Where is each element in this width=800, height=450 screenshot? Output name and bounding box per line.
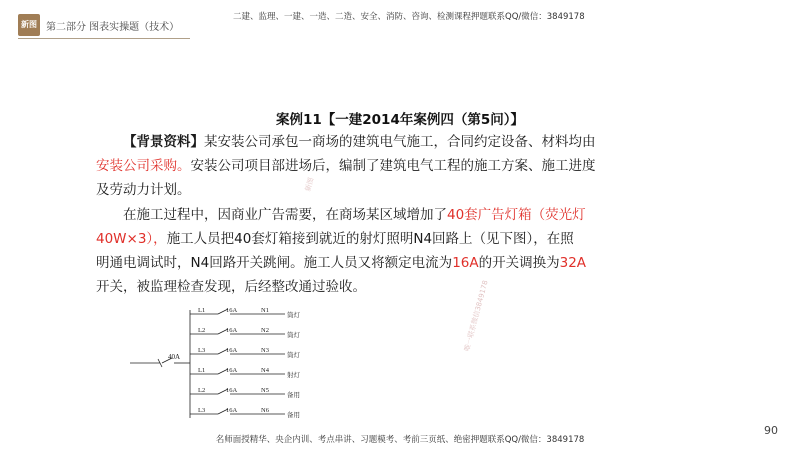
page-number: 90 [764,424,778,437]
circuit-number-label: N4 [261,367,269,374]
brand-logo: 新图 [18,14,40,36]
paragraph-construction-line-3 [96,251,696,275]
paragraph-text: 开关，被监理检查发现，后经整改通过验收。 [96,279,366,295]
paragraph-text: 及劳动力计划。 [96,182,191,198]
circuit-rows [190,307,301,419]
circuit-load-label: 射灯 [287,371,300,379]
paragraph-background-line-1 [96,130,696,154]
circuit-phase-label: L2 [198,327,206,334]
highlight-text: 40套广告灯箱（荧光灯 [447,207,586,223]
circuit-number-label: N3 [261,347,269,354]
circuit-load-label: 备用 [287,411,300,419]
circuit-load-label: 筒灯 [287,311,300,319]
paragraph-text: 某安装公司承包一商场的建筑电气施工，合同约定设备、材料均由 [204,134,596,150]
circuit-number-label: N2 [261,327,269,334]
highlight-text: 32A [559,255,587,271]
circuit-phase-label: L3 [198,347,206,354]
circuit-rating-label: 16A [226,407,238,414]
paragraph-text: 安装公司项目部进场后，编制了建筑电气工程的施工方案、施工进度 [190,158,596,174]
circuit-rating-label: 16A [226,347,238,354]
highlight-text: 40W×3）， [96,231,167,247]
watermark: 新图 [303,176,316,193]
paragraph-text: 在施工过程中，因商业广告需要，在商场某区域增加了 [123,207,447,223]
circuit-rating-label: 16A [226,307,238,314]
paragraph-construction-line-2 [96,227,696,251]
circuit-load-label: 筒灯 [287,331,300,339]
circuit-number-label: N6 [261,407,269,414]
watermark: 唯一联系微信3849178 [462,279,490,353]
paragraph-text: 施工人员把40套灯箱接到就近的射灯照明N4回路上（见下图），在照 [166,231,574,247]
paragraph-background-line-2 [96,154,696,178]
section-title: 第二部分 图表实操题（技术） [46,22,180,33]
case-title: 案例11【一建2014年案例四（第5问）】 [275,112,524,128]
circuit-load-label: 备用 [287,391,300,399]
circuit-phase-label: L1 [198,307,206,314]
circuit-number-label: N1 [261,307,269,314]
paragraph-construction-line-1 [96,203,696,227]
circuit-diagram [130,296,310,421]
header-divider [18,38,190,39]
footer-contact-text: 名师面授精华、央企内训、考点串讲、习题模考、考前三页纸、绝密押题联系QQ/微信：3849178 [215,435,585,445]
highlight-text: 16A [452,255,479,271]
paragraph-text: 明通电调试时，N4回路开关跳闸。施工人员又将额定电流为 [96,255,453,271]
highlight-text: 安装公司采购。 [96,158,191,174]
circuit-rating-label: 16A [226,387,238,394]
circuit-phase-label: L2 [198,387,206,394]
main-breaker-rating: 40A [168,353,181,361]
paragraph-background-line-3 [96,178,696,202]
circuit-number-label: N5 [261,387,269,394]
circuit-rating-label: 16A [226,327,238,334]
circuit-phase-label: L1 [198,367,206,374]
circuit-phase-label: L3 [198,407,206,414]
paragraph-text: 的开关调换为 [478,255,560,271]
circuit-load-label: 筒灯 [287,351,300,359]
background-label: 【背景资料】 [123,134,204,150]
circuit-rating-label: 16A [226,367,238,374]
header-contact-text: 二建、监理、一建、一造、二造、安全、消防、咨询、检测课程押题联系QQ/微信：3849178 [233,12,585,22]
